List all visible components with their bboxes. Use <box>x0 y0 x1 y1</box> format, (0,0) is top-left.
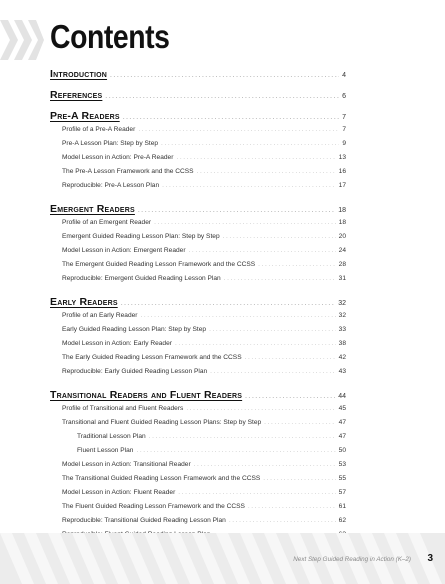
toc-page-number: 7 <box>342 126 346 133</box>
toc-section-title: Early Readers <box>50 296 118 308</box>
toc-entry[interactable] <box>50 140 346 154</box>
toc-page-number: 33 <box>338 326 346 333</box>
toc-section-title: Transitional Readers and Fluent Readers <box>50 389 243 401</box>
toc-entry-title: Early Guided Reading Lesson Plan: Step by Step <box>62 326 207 333</box>
toc-section-entry[interactable] <box>50 389 346 403</box>
toc-entry-title: Reproducible: Early Guided Reading Lesson Plan <box>62 368 208 375</box>
dot-leader <box>175 340 336 347</box>
toc-page-number: 4 <box>342 72 346 79</box>
toc-page-number: 16 <box>338 168 346 175</box>
toc-page-number: 32 <box>338 312 346 319</box>
toc-entry[interactable] <box>50 489 346 503</box>
toc-entry[interactable] <box>50 261 346 275</box>
toc-entry[interactable] <box>50 275 346 289</box>
dot-leader <box>176 154 335 161</box>
toc-page-number: 53 <box>338 461 346 468</box>
dot-leader <box>263 475 335 482</box>
dot-leader <box>209 326 336 333</box>
toc-page-number: 50 <box>338 447 346 454</box>
dot-leader <box>121 300 336 307</box>
toc-page-number: 42 <box>338 354 346 361</box>
toc-entry-title: The Early Guided Reading Lesson Framework and the CCSS <box>62 354 242 361</box>
toc-section-title: References <box>50 89 103 101</box>
toc-entry-title: Reproducible: Transitional Guided Reading Lesson Plan <box>62 517 226 524</box>
dot-leader <box>105 93 339 100</box>
toc-page-number: 55 <box>338 475 346 482</box>
toc-entry-title: The Transitional Guided Reading Lesson Framework and the CCSS <box>62 475 261 482</box>
dot-leader <box>189 247 336 254</box>
dot-leader <box>194 461 336 468</box>
toc-page-number: 32 <box>338 300 346 307</box>
toc-entry[interactable] <box>50 354 346 368</box>
toc-entry[interactable] <box>50 154 346 168</box>
toc-page-number: 38 <box>338 340 346 347</box>
footer-band <box>0 533 445 584</box>
toc-entry[interactable] <box>50 433 346 447</box>
toc-entry-title: Model Lesson in Action: Pre-A Reader <box>62 154 174 161</box>
toc-entry-title: Model Lesson in Action: Transitional Reader <box>62 461 191 468</box>
toc-page-number: 57 <box>338 489 346 496</box>
toc-page-number: 6 <box>342 93 346 100</box>
table-of-contents <box>50 68 346 545</box>
toc-entry[interactable] <box>50 368 346 382</box>
toc-page-number: 18 <box>338 219 346 226</box>
toc-entry-title: Fluent Lesson Plan <box>77 447 134 454</box>
toc-entry-title: Model Lesson in Action: Early Reader <box>62 340 172 347</box>
page-number: 3 <box>427 553 433 564</box>
dot-leader <box>248 503 336 510</box>
toc-entry[interactable] <box>50 326 346 340</box>
toc-page-number: 47 <box>338 419 346 426</box>
toc-entry[interactable] <box>50 312 346 326</box>
toc-entry-title: Profile of a Pre-A Reader <box>62 126 136 133</box>
dot-leader <box>136 447 335 454</box>
toc-entry[interactable] <box>50 126 346 140</box>
toc-entry-title: Reproducible: Emergent Guided Reading Lesson Plan <box>62 275 221 282</box>
toc-entry[interactable] <box>50 405 346 419</box>
page-title: Contents <box>50 18 170 55</box>
dot-leader <box>197 168 336 175</box>
toc-entry[interactable] <box>50 340 346 354</box>
toc-entry[interactable] <box>50 233 346 247</box>
dot-leader <box>229 517 336 524</box>
dot-leader <box>245 393 335 400</box>
dot-leader <box>161 140 339 147</box>
toc-page-number: 31 <box>338 275 346 282</box>
toc-entry[interactable] <box>50 247 346 261</box>
toc-page-number: 45 <box>338 405 346 412</box>
toc-page-number: 44 <box>338 393 346 400</box>
toc-section-title: Emergent Readers <box>50 203 135 215</box>
toc-page-number: 20 <box>338 233 346 240</box>
toc-entry-title: Traditional Lesson Plan <box>77 433 146 440</box>
dot-leader <box>154 219 336 226</box>
toc-entry-title: Profile of an Emergent Reader <box>62 219 152 226</box>
decorative-chevrons <box>0 20 44 60</box>
toc-page-number: 7 <box>342 114 346 121</box>
toc-entry[interactable] <box>50 517 346 531</box>
toc-entry[interactable] <box>50 447 346 461</box>
toc-entry[interactable] <box>50 475 346 489</box>
toc-page-number: 62 <box>338 517 346 524</box>
dot-leader <box>245 354 336 361</box>
toc-entry-title: Transitional and Fluent Guided Reading Lesson Plans: Step by Step <box>62 419 262 426</box>
toc-entry[interactable] <box>50 503 346 517</box>
toc-section-entry[interactable] <box>50 89 346 103</box>
toc-page-number: 47 <box>338 433 346 440</box>
dot-leader <box>223 233 336 240</box>
toc-page-number: 13 <box>338 154 346 161</box>
dot-leader <box>110 72 339 79</box>
running-title: Next Step Guided Reading in Action (K–2) <box>293 556 411 563</box>
toc-entry-title: Pre-A Lesson Plan: Step by Step <box>62 140 159 147</box>
toc-entry-title: Emergent Guided Reading Lesson Plan: Step by Step <box>62 233 220 240</box>
dot-leader <box>149 433 336 440</box>
toc-entry[interactable] <box>50 461 346 475</box>
dot-leader <box>178 489 335 496</box>
toc-entry-title: Model Lesson in Action: Fluent Reader <box>62 489 176 496</box>
dot-leader <box>264 419 335 426</box>
toc-page-number: 17 <box>338 182 346 189</box>
dot-leader <box>224 275 336 282</box>
toc-entry-title: The Emergent Guided Reading Lesson Framework and the CCSS <box>62 261 256 268</box>
toc-section-title: Pre-A Readers <box>50 110 120 122</box>
dot-leader <box>141 312 336 319</box>
toc-page-number: 9 <box>342 140 346 147</box>
toc-section-entry[interactable] <box>50 296 346 310</box>
toc-entry-title: The Pre-A Lesson Framework and the CCSS <box>62 168 194 175</box>
toc-section-entry[interactable] <box>50 68 346 82</box>
toc-page-number: 24 <box>338 247 346 254</box>
toc-entry-title: Model Lesson in Action: Emergent Reader <box>62 247 186 254</box>
toc-entry-title: Reproducible: Pre-A Lesson Plan <box>62 182 160 189</box>
toc-entry-title: Profile of Transitional and Fluent Readers <box>62 405 184 412</box>
dot-leader <box>162 182 336 189</box>
dot-leader <box>210 368 336 375</box>
toc-entry[interactable] <box>50 419 346 433</box>
toc-page-number: 28 <box>338 261 346 268</box>
dot-leader <box>186 405 335 412</box>
toc-page-number: 18 <box>338 207 346 214</box>
toc-entry[interactable] <box>50 219 346 233</box>
toc-section-title: Introduction <box>50 68 108 80</box>
dot-leader <box>258 261 336 268</box>
toc-entry-title: Profile of an Early Reader <box>62 312 138 319</box>
toc-page-number: 43 <box>338 368 346 375</box>
dot-leader <box>123 114 339 121</box>
toc-entry[interactable] <box>50 168 346 182</box>
toc-entry[interactable] <box>50 182 346 196</box>
toc-entry-title: The Fluent Guided Reading Lesson Framework and the CCSS <box>62 503 245 510</box>
dot-leader <box>138 126 339 133</box>
toc-page-number: 61 <box>338 503 346 510</box>
toc-section-entry[interactable] <box>50 110 346 124</box>
dot-leader <box>138 207 335 214</box>
toc-section-entry[interactable] <box>50 203 346 217</box>
